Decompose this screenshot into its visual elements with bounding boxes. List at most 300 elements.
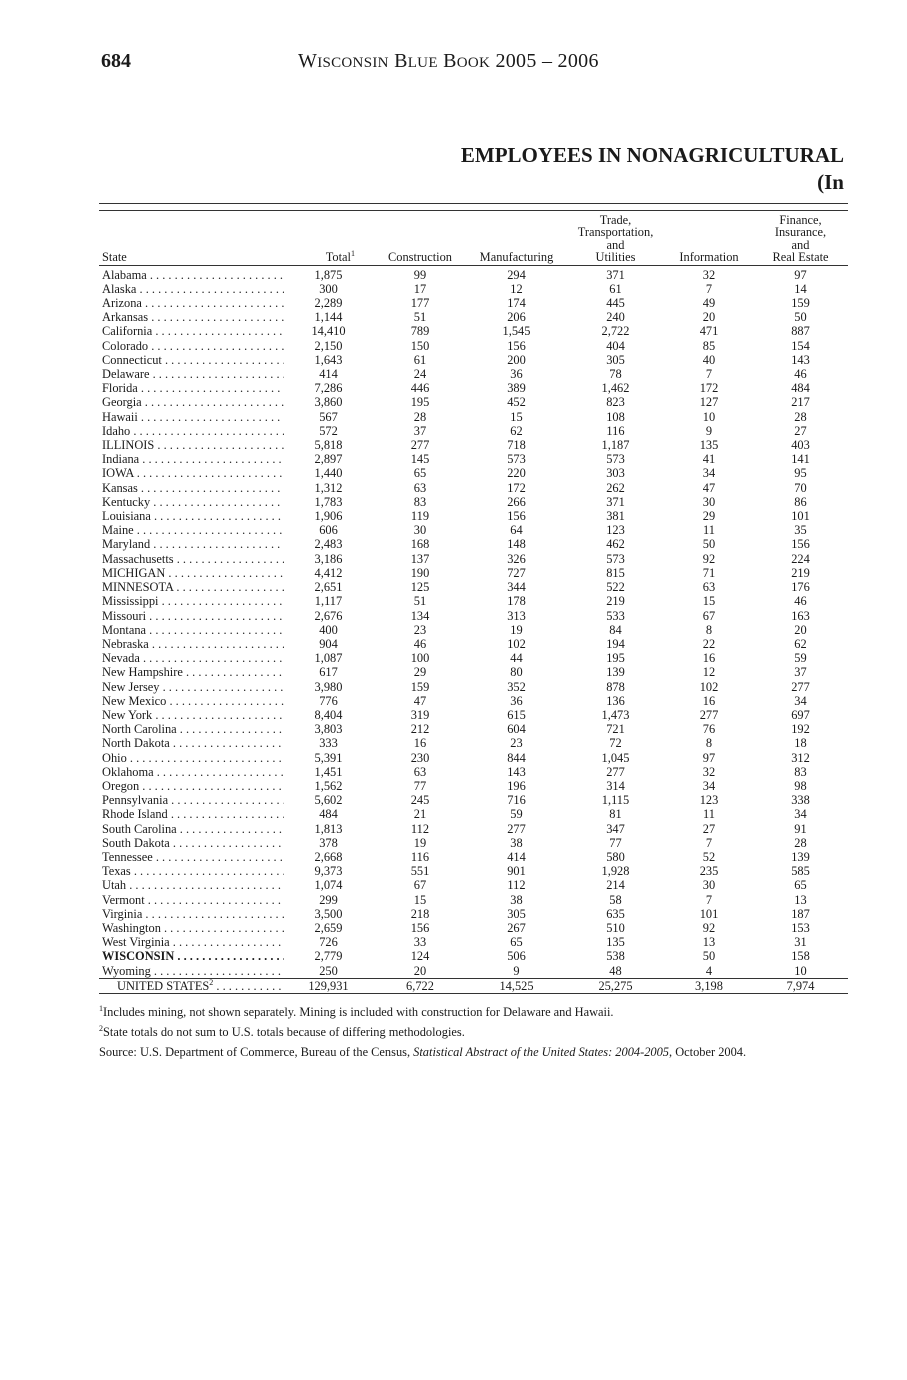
trade-value: 533 bbox=[606, 608, 625, 623]
trade-value: 240 bbox=[606, 310, 625, 325]
trade-value: 195 bbox=[606, 651, 625, 666]
trade-value: 305 bbox=[606, 352, 625, 367]
construction-value: 134 bbox=[410, 608, 430, 623]
total-value: 1,312 bbox=[314, 480, 343, 495]
table-row-maryland bbox=[99, 537, 848, 551]
construction-value: 16 bbox=[413, 736, 427, 751]
finance-value: 20 bbox=[794, 622, 807, 637]
state-name: Pennsylvania . . . bbox=[99, 793, 284, 807]
trade-value: 123 bbox=[606, 523, 625, 538]
construction-value: 277 bbox=[410, 438, 430, 453]
state-name: Massachusetts . . . bbox=[99, 552, 284, 566]
state-name: Utah . . . bbox=[99, 878, 284, 892]
state-name: New York . . . bbox=[99, 708, 284, 722]
state-name: Alaska . . . bbox=[99, 282, 284, 296]
finance-value: 14 bbox=[794, 281, 807, 296]
header-row bbox=[99, 214, 848, 265]
total-value: 3,500 bbox=[314, 906, 343, 921]
information-value: 15 bbox=[702, 594, 716, 609]
manufacturing-value: 80 bbox=[510, 665, 523, 680]
finance-value: 585 bbox=[791, 864, 810, 879]
information-value: 85 bbox=[702, 338, 716, 353]
manufacturing-value: 112 bbox=[507, 878, 526, 893]
finance-value: 10 bbox=[794, 963, 807, 978]
construction-value: 99 bbox=[413, 267, 427, 282]
construction-value: 119 bbox=[410, 509, 430, 524]
construction-value: 63 bbox=[413, 480, 427, 495]
trade-value: 815 bbox=[606, 565, 625, 580]
total-value: 333 bbox=[319, 736, 338, 751]
total-value: 2,897 bbox=[314, 452, 343, 467]
table-row-indiana bbox=[99, 452, 848, 466]
table-row-utah bbox=[99, 878, 848, 892]
total-value: 4,412 bbox=[314, 565, 343, 580]
trade-value: 58 bbox=[609, 892, 622, 907]
information-value: 235 bbox=[699, 864, 719, 879]
trade-value: 77 bbox=[609, 835, 622, 850]
information-value: 7 bbox=[705, 892, 713, 907]
finance-value: 101 bbox=[791, 509, 810, 524]
manufacturing-value: 506 bbox=[507, 949, 526, 964]
information-value: 11 bbox=[703, 523, 715, 538]
state-name: Rhode Island . . . bbox=[99, 807, 284, 821]
total-value: 9,373 bbox=[314, 864, 343, 879]
total-value: 1,440 bbox=[314, 466, 343, 481]
total-row-construction: 6,722 bbox=[373, 978, 467, 993]
information-value: 32 bbox=[702, 267, 716, 282]
table-row-arizona bbox=[99, 296, 848, 310]
manufacturing-value: 12 bbox=[510, 281, 523, 296]
construction-value: 245 bbox=[410, 793, 430, 808]
manufacturing-value: 156 bbox=[507, 338, 526, 353]
state-name: South Carolina . . . bbox=[99, 822, 284, 836]
total-value: 400 bbox=[319, 622, 338, 637]
manufacturing-value: 196 bbox=[507, 778, 526, 793]
table-row-north-carolina bbox=[99, 722, 848, 736]
state-name: Virginia . . . bbox=[99, 907, 284, 921]
finance-value: 887 bbox=[791, 324, 810, 339]
state-name: Ohio . . . bbox=[99, 751, 284, 765]
running-head-book: OOK bbox=[456, 55, 491, 71]
table-row-new-york bbox=[99, 708, 848, 722]
total-value: 3,860 bbox=[314, 395, 343, 410]
construction-value: 24 bbox=[413, 367, 427, 382]
footnote-1: $^1$Includes mining, not shown separately. Mining is included with construction for Delaware and Hawaii. bbox=[99, 1004, 614, 1019]
construction-value: 21 bbox=[413, 807, 427, 822]
finance-value: 28 bbox=[794, 409, 807, 424]
table-row-iowa bbox=[99, 466, 848, 480]
trade-value: 635 bbox=[606, 906, 625, 921]
state-name: MINNESOTA . . . bbox=[99, 580, 284, 594]
manufacturing-value: 716 bbox=[507, 793, 526, 808]
construction-value: 195 bbox=[410, 395, 430, 410]
construction-value: 46 bbox=[413, 636, 427, 651]
manufacturing-value: 102 bbox=[507, 636, 526, 651]
information-value: 27 bbox=[702, 821, 716, 836]
construction-value: 137 bbox=[410, 551, 430, 566]
state-name: Florida . . . bbox=[99, 381, 284, 395]
information-value: 34 bbox=[702, 778, 716, 793]
construction-value: 30 bbox=[413, 523, 427, 538]
manufacturing-value: 326 bbox=[507, 551, 526, 566]
state-name: Oklahoma . . . bbox=[99, 765, 284, 779]
manufacturing-value: 38 bbox=[510, 892, 523, 907]
information-value: 13 bbox=[702, 935, 716, 950]
trade-value: 371 bbox=[606, 267, 625, 282]
trade-value: 445 bbox=[606, 296, 625, 311]
manufacturing-value: 172 bbox=[507, 480, 526, 495]
finance-value: 187 bbox=[791, 906, 810, 921]
table-row-oregon bbox=[99, 779, 848, 793]
table-row-mississippi bbox=[99, 594, 848, 608]
total-row-label: UNITED STATES$^2$ . . . bbox=[99, 978, 284, 993]
construction-value: 29 bbox=[413, 665, 427, 680]
table-body bbox=[99, 265, 848, 993]
finance-value: 31 bbox=[794, 935, 807, 950]
trade-value: 314 bbox=[606, 778, 625, 793]
top-rule bbox=[99, 203, 848, 204]
trade-value: 61 bbox=[609, 281, 622, 296]
state-name: WISCONSIN . . . bbox=[99, 949, 284, 963]
total-value: 5,391 bbox=[314, 750, 343, 765]
finance-value: 697 bbox=[791, 707, 810, 722]
page-number: 684 bbox=[101, 50, 131, 72]
total-value: 2,483 bbox=[314, 537, 343, 552]
manufacturing-value: 414 bbox=[507, 849, 526, 864]
information-value: 123 bbox=[699, 793, 719, 808]
state-name: MICHIGAN . . . bbox=[99, 566, 284, 580]
construction-value: 63 bbox=[413, 764, 427, 779]
manufacturing-value: 65 bbox=[510, 935, 523, 950]
information-value: 4 bbox=[705, 963, 713, 978]
total-value: 1,906 bbox=[314, 509, 343, 524]
table-title-line2: (In bbox=[817, 170, 844, 194]
construction-value: 319 bbox=[410, 707, 430, 722]
information-value: 471 bbox=[699, 324, 719, 339]
manufacturing-value: 19 bbox=[510, 622, 523, 637]
state-name: West Virginia . . . bbox=[99, 935, 284, 949]
manufacturing-value: 277 bbox=[507, 821, 526, 836]
trade-value: 462 bbox=[606, 537, 625, 552]
running-head-b2: B bbox=[443, 50, 457, 72]
state-name: Kentucky . . . bbox=[99, 495, 284, 509]
information-value: 16 bbox=[702, 651, 716, 666]
total-value: 300 bbox=[319, 281, 338, 296]
finance-value: 219 bbox=[791, 565, 810, 580]
finance-value: 224 bbox=[791, 551, 810, 566]
trade-value: 1,462 bbox=[601, 381, 630, 396]
manufacturing-value: 156 bbox=[507, 509, 526, 524]
information-value: 52 bbox=[702, 849, 716, 864]
trade-value: 573 bbox=[606, 452, 625, 467]
finance-value: 156 bbox=[791, 537, 810, 552]
total-value: 7,286 bbox=[314, 381, 343, 396]
trade-value: 78 bbox=[609, 367, 622, 382]
finance-value: 312 bbox=[791, 750, 810, 765]
state-name: Montana . . . bbox=[99, 623, 284, 637]
state-name: Delaware . . . bbox=[99, 367, 284, 381]
finance-value: 86 bbox=[794, 494, 807, 509]
trade-value: 136 bbox=[606, 693, 625, 708]
finance-value: 484 bbox=[791, 381, 810, 396]
finance-value: 18 bbox=[794, 736, 807, 751]
manufacturing-value: 36 bbox=[510, 367, 523, 382]
finance-value: 158 bbox=[791, 949, 810, 964]
manufacturing-value: 844 bbox=[507, 750, 526, 765]
finance-value: 95 bbox=[794, 466, 807, 481]
table-row-hawaii bbox=[99, 410, 848, 424]
trade-value: 48 bbox=[609, 963, 622, 978]
information-value: 172 bbox=[699, 381, 719, 396]
finance-value: 37 bbox=[794, 665, 807, 680]
information-value: 12 bbox=[702, 665, 716, 680]
state-name: New Hampshire . . . bbox=[99, 665, 284, 679]
total-value: 1,451 bbox=[314, 764, 343, 779]
total-row-finance: 7,974 bbox=[753, 978, 848, 993]
col-header-total: Total$^1$ bbox=[284, 214, 373, 265]
manufacturing-value: 313 bbox=[507, 608, 526, 623]
information-value: 11 bbox=[703, 807, 715, 822]
state-name: Nevada . . . bbox=[99, 651, 284, 665]
running-head-years: 2005 – 2006 bbox=[495, 50, 599, 72]
construction-value: 168 bbox=[410, 537, 430, 552]
total-value: 1,074 bbox=[314, 878, 343, 893]
manufacturing-value: 266 bbox=[507, 494, 526, 509]
manufacturing-value: 44 bbox=[510, 651, 523, 666]
trade-value: 721 bbox=[606, 722, 625, 737]
construction-value: 230 bbox=[410, 750, 430, 765]
state-name: South Dakota . . . bbox=[99, 836, 284, 850]
state-name: Indiana . . . bbox=[99, 452, 284, 466]
finance-value: 35 bbox=[794, 523, 807, 538]
total-value: 3,186 bbox=[314, 551, 343, 566]
trade-value: 214 bbox=[606, 878, 625, 893]
top-rule-second bbox=[99, 210, 848, 211]
manufacturing-value: 64 bbox=[510, 523, 523, 538]
construction-value: 125 bbox=[410, 580, 430, 595]
col-header-state: State bbox=[99, 214, 284, 265]
total-value: 572 bbox=[319, 423, 338, 438]
construction-value: 116 bbox=[410, 849, 430, 864]
finance-value: 46 bbox=[794, 594, 807, 609]
table-row-colorado bbox=[99, 339, 848, 353]
trade-value: 823 bbox=[606, 395, 625, 410]
trade-value: 1,045 bbox=[601, 750, 630, 765]
finance-value: 46 bbox=[794, 367, 807, 382]
information-value: 277 bbox=[699, 707, 719, 722]
information-value: 101 bbox=[699, 906, 719, 921]
state-name: Alabama . . . bbox=[99, 265, 284, 282]
trade-value: 108 bbox=[606, 409, 625, 424]
table-row-tennessee bbox=[99, 850, 848, 864]
construction-value: 33 bbox=[413, 935, 427, 950]
table-row-oklahoma bbox=[99, 765, 848, 779]
table-row-illinois bbox=[99, 438, 848, 452]
information-value: 8 bbox=[705, 622, 713, 637]
table-row-connecticut bbox=[99, 353, 848, 367]
table-title-line1: EMPLOYEES IN NONAGRICULTURAL bbox=[460, 143, 844, 167]
construction-value: 789 bbox=[410, 324, 430, 339]
total-value: 5,818 bbox=[314, 438, 343, 453]
construction-value: 17 bbox=[413, 281, 427, 296]
construction-value: 212 bbox=[410, 722, 430, 737]
manufacturing-value: 267 bbox=[507, 920, 526, 935]
table-row-virginia bbox=[99, 907, 848, 921]
total-value: 414 bbox=[319, 367, 338, 382]
state-name: Tennessee . . . bbox=[99, 850, 284, 864]
total-value: 299 bbox=[319, 892, 338, 907]
construction-value: 124 bbox=[410, 949, 430, 964]
state-name: Louisiana . . . bbox=[99, 509, 284, 523]
manufacturing-value: 389 bbox=[507, 381, 526, 396]
information-value: 102 bbox=[699, 679, 719, 694]
col-header-manufacturing: Manufacturing bbox=[467, 214, 566, 265]
total-value: 2,779 bbox=[314, 949, 343, 964]
total-value: 1,783 bbox=[314, 494, 343, 509]
construction-value: 112 bbox=[410, 821, 430, 836]
manufacturing-value: 62 bbox=[510, 423, 523, 438]
table-row-ohio bbox=[99, 751, 848, 765]
manufacturing-value: 344 bbox=[507, 580, 526, 595]
trade-value: 510 bbox=[606, 920, 625, 935]
information-value: 7 bbox=[705, 835, 713, 850]
trade-value: 262 bbox=[606, 480, 625, 495]
running-head-b1: B bbox=[394, 50, 408, 72]
finance-value: 50 bbox=[794, 310, 807, 325]
table-row-wisconsin bbox=[99, 949, 848, 963]
construction-value: 83 bbox=[413, 494, 427, 509]
table-row-pennsylvania bbox=[99, 793, 848, 807]
total-value: 1,117 bbox=[314, 594, 343, 609]
finance-value: 176 bbox=[791, 580, 810, 595]
information-value: 67 bbox=[702, 608, 716, 623]
table-row-new-jersey bbox=[99, 680, 848, 694]
table-row-new-hampshire bbox=[99, 665, 848, 679]
total-row-united-states bbox=[99, 978, 848, 993]
trade-value: 538 bbox=[606, 949, 625, 964]
table-row-south-carolina bbox=[99, 822, 848, 836]
manufacturing-value: 23 bbox=[510, 736, 523, 751]
finance-value: 13 bbox=[794, 892, 807, 907]
trade-value: 1,115 bbox=[601, 793, 630, 808]
table-row-california bbox=[99, 324, 848, 338]
information-value: 127 bbox=[699, 395, 719, 410]
manufacturing-value: 352 bbox=[507, 679, 526, 694]
source-note: Source: U.S. Department of Commerce, Bureau of the Census, Statistical Abstract of the United States: 2004-2005, October 2004. bbox=[99, 1045, 747, 1059]
manufacturing-value: 174 bbox=[507, 296, 526, 311]
information-value: 16 bbox=[702, 693, 716, 708]
information-value: 8 bbox=[705, 736, 713, 751]
running-head-blue: LUE bbox=[407, 55, 438, 71]
table-row-missouri bbox=[99, 609, 848, 623]
total-row-trade: 25,275 bbox=[566, 978, 665, 993]
running-head bbox=[298, 50, 599, 73]
manufacturing-value: 573 bbox=[507, 452, 526, 467]
trade-value: 371 bbox=[606, 494, 625, 509]
finance-value: 217 bbox=[791, 395, 810, 410]
total-value: 484 bbox=[319, 807, 338, 822]
total-value: 2,651 bbox=[314, 580, 343, 595]
table-row-kentucky bbox=[99, 495, 848, 509]
state-name: North Carolina . . . bbox=[99, 722, 284, 736]
col-header-finance: Finance, Insurance, and Real Estate bbox=[753, 214, 848, 265]
manufacturing-value: 615 bbox=[507, 707, 526, 722]
finance-value: 141 bbox=[791, 452, 810, 467]
finance-value: 34 bbox=[794, 693, 807, 708]
table-row-maine bbox=[99, 523, 848, 537]
finance-value: 91 bbox=[794, 821, 807, 836]
trade-value: 522 bbox=[606, 580, 625, 595]
table-row-new-mexico bbox=[99, 694, 848, 708]
total-value: 1,813 bbox=[314, 821, 343, 836]
state-name: Hawaii . . . bbox=[99, 410, 284, 424]
construction-value: 28 bbox=[413, 409, 427, 424]
total-value: 2,289 bbox=[314, 296, 343, 311]
state-name: Nebraska . . . bbox=[99, 637, 284, 651]
state-name: IOWA . . . bbox=[99, 466, 284, 480]
information-value: 97 bbox=[702, 750, 716, 765]
manufacturing-value: 148 bbox=[507, 537, 526, 552]
construction-value: 156 bbox=[410, 920, 430, 935]
total-value: 378 bbox=[319, 835, 338, 850]
table-row-massachusetts bbox=[99, 552, 848, 566]
information-value: 22 bbox=[702, 636, 716, 651]
construction-value: 446 bbox=[410, 381, 430, 396]
manufacturing-value: 604 bbox=[507, 722, 526, 737]
total-value: 567 bbox=[319, 409, 338, 424]
construction-value: 159 bbox=[410, 679, 430, 694]
information-value: 92 bbox=[702, 920, 716, 935]
table-row-wyoming bbox=[99, 964, 848, 979]
table-row-alaska bbox=[99, 282, 848, 296]
total-value: 776 bbox=[319, 693, 338, 708]
total-row-total: 129,931 bbox=[284, 978, 373, 993]
table-row-rhode-island bbox=[99, 807, 848, 821]
col-header-construction: Construction bbox=[373, 214, 467, 265]
information-value: 10 bbox=[702, 409, 716, 424]
information-value: 29 bbox=[702, 509, 716, 524]
trade-value: 1,473 bbox=[601, 707, 630, 722]
trade-value: 139 bbox=[606, 665, 625, 680]
information-value: 32 bbox=[702, 764, 716, 779]
employees-table bbox=[99, 214, 848, 994]
finance-value: 192 bbox=[791, 722, 810, 737]
finance-value: 277 bbox=[791, 679, 810, 694]
trade-value: 2,722 bbox=[601, 324, 630, 339]
total-value: 1,643 bbox=[314, 352, 343, 367]
state-name: New Mexico . . . bbox=[99, 694, 284, 708]
trade-value: 219 bbox=[606, 594, 625, 609]
total-value: 8,404 bbox=[314, 707, 343, 722]
information-value: 92 bbox=[702, 551, 716, 566]
construction-value: 19 bbox=[413, 835, 427, 850]
finance-value: 403 bbox=[791, 438, 810, 453]
construction-value: 100 bbox=[410, 651, 430, 666]
total-value: 250 bbox=[319, 963, 338, 978]
manufacturing-value: 200 bbox=[507, 352, 526, 367]
trade-value: 116 bbox=[606, 423, 625, 438]
total-value: 1,087 bbox=[314, 651, 343, 666]
table-title bbox=[461, 142, 844, 196]
construction-value: 47 bbox=[413, 693, 427, 708]
state-name: North Dakota . . . bbox=[99, 736, 284, 750]
information-value: 34 bbox=[702, 466, 716, 481]
manufacturing-value: 59 bbox=[510, 807, 523, 822]
manufacturing-value: 206 bbox=[507, 310, 526, 325]
information-value: 30 bbox=[702, 878, 716, 893]
trade-value: 878 bbox=[606, 679, 625, 694]
total-value: 2,659 bbox=[314, 920, 343, 935]
